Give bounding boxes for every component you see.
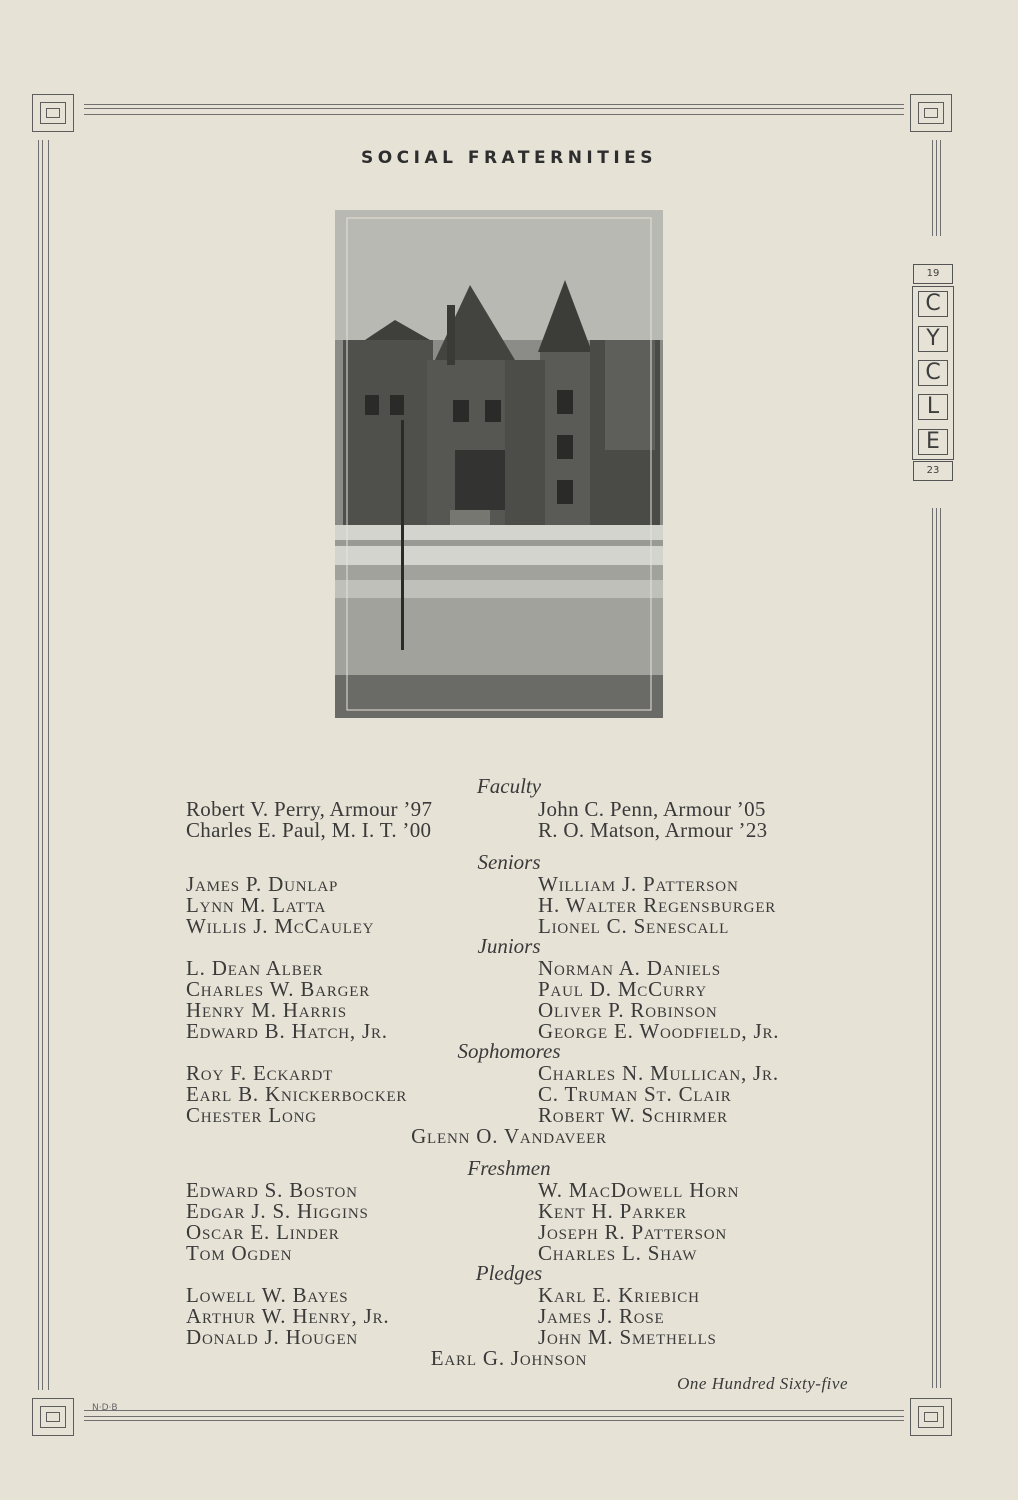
fraternity-house-photo: [335, 210, 663, 718]
corner-ornament-top-left: [26, 88, 86, 138]
left-border-line: [38, 140, 39, 1390]
senior-name: Lionel C. Senescall: [538, 914, 730, 938]
freshman-name: Oscar E. Linder: [186, 1220, 340, 1244]
cycle-emblem: [912, 286, 954, 460]
faculty-name: Robert V. Perry, Armour ’97: [186, 797, 433, 821]
section-title-seniors: Seniors: [477, 850, 541, 874]
freshman-name: Joseph R. Patterson: [538, 1220, 727, 1244]
section-title-juniors: Juniors: [477, 934, 541, 958]
freshman-name: Tom Ogden: [186, 1241, 293, 1265]
freshman-name: W. MacDowell Horn: [538, 1178, 740, 1202]
emblem-letter: C: [918, 360, 948, 386]
emblem-letter: C: [918, 291, 948, 317]
sophomore-name: Earl B. Knickerbocker: [186, 1082, 408, 1106]
freshman-name: Edward S. Boston: [186, 1178, 358, 1202]
senior-name: James P. Dunlap: [186, 872, 339, 896]
section-title-freshmen: Freshmen: [467, 1156, 551, 1180]
corner-ornament-bottom-right: [904, 1392, 964, 1442]
junior-name: L. Dean Alber: [186, 956, 324, 980]
sophomore-name: Chester Long: [186, 1103, 317, 1127]
faculty-name: R. O. Matson, Armour ’23: [538, 818, 768, 842]
page-folio: One Hundred Sixty-five: [677, 1374, 848, 1393]
sophomore-name: Charles N. Mullican, Jr.: [538, 1061, 779, 1085]
top-border-line: [84, 114, 904, 115]
section-title-faculty: Faculty: [476, 774, 542, 798]
sophomore-name: Glenn O. Vandaveer: [411, 1124, 607, 1148]
senior-name: Willis J. McCauley: [186, 914, 375, 938]
pledge-name: Earl G. Johnson: [430, 1346, 588, 1370]
corner-ornament-bottom-left: [26, 1392, 86, 1442]
left-border-line: [48, 140, 49, 1390]
pledge-name: Donald J. Hougen: [186, 1325, 359, 1349]
sophomore-name: Robert W. Schirmer: [538, 1103, 728, 1127]
junior-name: Edward B. Hatch, Jr.: [186, 1019, 388, 1043]
senior-name: William J. Patterson: [538, 872, 739, 896]
bottom-border-line: [84, 1416, 904, 1417]
emblem-year-bottom: 23: [913, 461, 953, 481]
pledge-name: Lowell W. Bayes: [186, 1283, 349, 1307]
top-border-line: [84, 108, 904, 109]
faculty-name: John C. Penn, Armour ’05: [538, 797, 766, 821]
pledge-name: John M. Smethells: [538, 1325, 717, 1349]
artist-signature: N·D·B: [92, 1403, 118, 1413]
junior-name: Oliver P. Robinson: [538, 998, 718, 1022]
bottom-border-line: [84, 1410, 904, 1411]
faculty-name: Charles E. Paul, M. I. T. ’00: [186, 818, 432, 842]
freshman-name: Charles L. Shaw: [538, 1241, 698, 1265]
pledge-name: James J. Rose: [538, 1304, 665, 1328]
page-heading: SOCIAL FRATERNITIES: [360, 148, 658, 168]
senior-name: H. Walter Regensburger: [538, 893, 777, 917]
pledge-name: Arthur W. Henry, Jr.: [186, 1304, 390, 1328]
junior-name: Charles W. Barger: [186, 977, 371, 1001]
senior-name: Lynn M. Latta: [186, 893, 327, 917]
left-border-line: [42, 140, 43, 1390]
freshman-name: Kent H. Parker: [538, 1199, 687, 1223]
section-title-sophomores: Sophomores: [457, 1039, 561, 1063]
junior-name: Paul D. McCurry: [538, 977, 707, 1001]
emblem-letter: L: [918, 394, 948, 420]
bottom-border-line: [84, 1420, 904, 1421]
top-border-line: [84, 104, 904, 105]
emblem-year-top: 19: [913, 264, 953, 284]
sophomore-name: Roy F. Eckardt: [186, 1061, 334, 1085]
section-title-pledges: Pledges: [475, 1261, 543, 1285]
pledge-name: Karl E. Kriebich: [538, 1283, 700, 1307]
sophomore-name: C. Truman St. Clair: [538, 1082, 732, 1106]
emblem-letter: Y: [918, 326, 948, 352]
freshman-name: Edgar J. S. Higgins: [186, 1199, 369, 1223]
junior-name: Henry M. Harris: [186, 998, 347, 1022]
house-illustration: [335, 210, 663, 718]
corner-ornament-top-right: [904, 88, 964, 138]
junior-name: George E. Woodfield, Jr.: [538, 1019, 780, 1043]
junior-name: Norman A. Daniels: [538, 956, 721, 980]
emblem-letter: E: [918, 429, 948, 455]
